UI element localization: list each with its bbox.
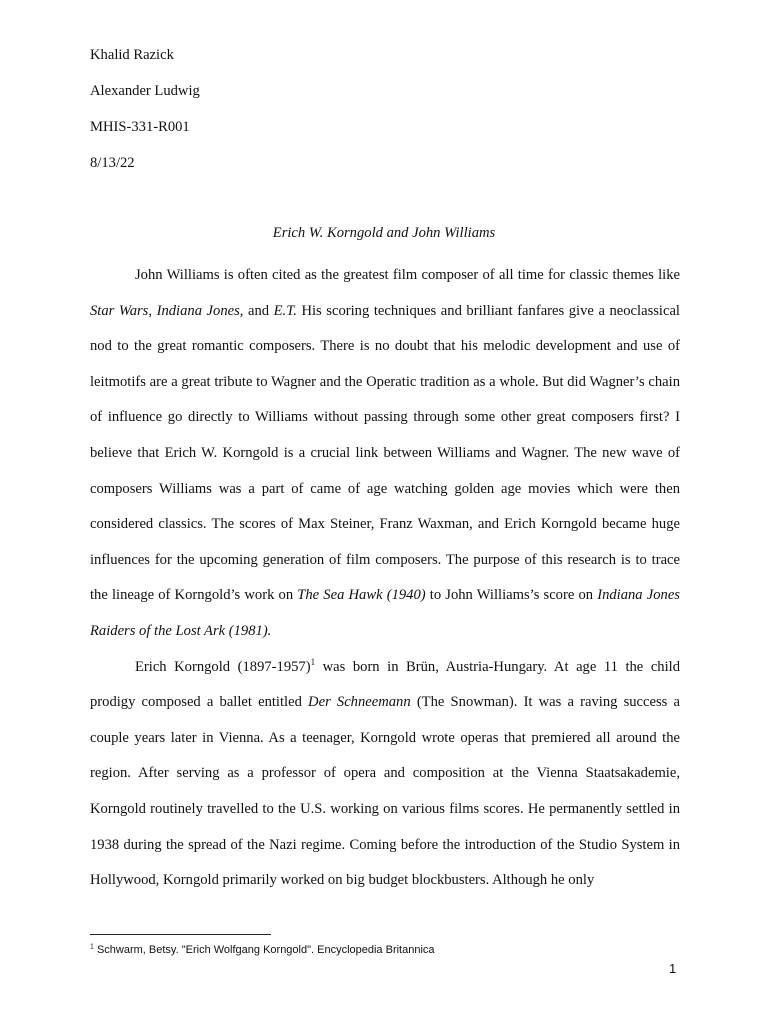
- footnote-text: Schwarm, Betsy. "Erich Wolfgang Korngold". Encyclopedia Britannica: [93, 944, 435, 956]
- paragraph-2: Erich Korngold (1897-1957)$^1$ was born in Brün, Austria-Hungary. At age 11 the child prodigy composed a ballet entitled Der Schneemann (The Snowman). It was a raving success a couple years later in Vienna. As a teenager, Korngold wrote operas that premiered all around the region. After serving as a professor of opera and composition at the Vienna Staatsakademie, Korngold routinely travelled to the U.S. working on various films scores. He permanently settled in 1938 during the spread of the Nazi regime. Coming before the introduction of the Studio System in Hollywood, Korngold primarily worked on big budget blockbusters. Although he only: [90, 656, 680, 889]
- essay-title: Erich W. Korngold and John Williams: [272, 225, 496, 241]
- footnote-number: 1: [90, 943, 94, 951]
- footnote-separator: [90, 934, 271, 935]
- footnote: [90, 944, 435, 956]
- page-number: 1: [669, 961, 677, 976]
- student-name: Khalid Razick: [90, 47, 174, 63]
- essay-body: [90, 258, 680, 899]
- footnote-reference[interactable]: 1: [310, 656, 316, 667]
- instructor-name: Alexander Ludwig: [90, 83, 200, 99]
- course-code: MHIS-331-R001: [90, 119, 190, 135]
- date: 8/13/22: [90, 155, 135, 171]
- paragraph-1: John Williams is often cited as the greatest film composer of all time for classic themes like Star Wars, Indiana Jones, and E.T. His scoring techniques and brilliant fanfares give a neoclassical nod to the great romantic composers. There is no doubt that his melodic development and use of leitmotifs are a great tribute to Wagner and the Operatic tradition as a whole. But did Wagner’s chain of influence go directly to Williams without passing through some other great composers first? I believe that Erich W. Korngold is a crucial link between Williams and Wagner. The new wave of composers Williams was a part of came of age watching golden age movies which were then considered classics. The scores of Max Steiner, Franz Waxman, and Erich Korngold became huge influences for the upcoming generation of film composers. The purpose of this research is to trace the lineage of Korngold’s work on The Sea Hawk (1940) to John Williams’s score on Indiana Jones Raiders of the Lost Ark (1981).: [90, 267, 680, 639]
